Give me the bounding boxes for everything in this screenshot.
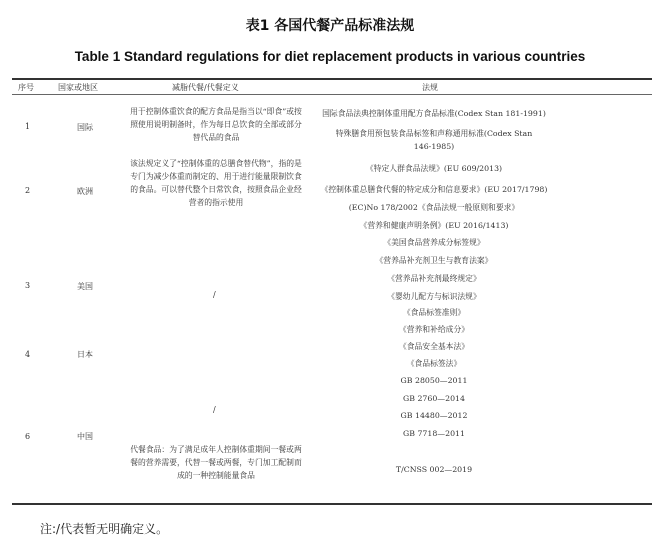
header-regulations: 法规 [422,83,438,92]
row-region: 国际 [77,123,93,132]
regulation-item: 《食品标签法》 [406,359,462,368]
regulation-item: 《营养和补给成分》 [398,325,470,334]
row-no: 6 [25,432,31,441]
regulation-item: 《特定人群食品法规》(EU 609/2013) [365,164,503,173]
regulation-item: 国际食品法典控制体重用配方食品标准(Codex Stan 181-1991) [322,109,546,118]
regulation-item: 《食品安全基本法》 [398,342,470,351]
row-no: 3 [25,281,31,290]
table-title-english: Table 1 Standard regulations for diet replacement products in various countries [74,49,586,64]
regulation-item: GB 14480—2012 [400,411,468,420]
regulation-item: 《营养和健康声明条例》(EU 2016/1413) [359,221,509,230]
row-definition: 代餐食品：为了满足成年人控制体重期间一餐或两餐的营养需要，代替一餐或两餐，专门加工配制而成的一种控制能量食品 [130,445,302,480]
header-no: 序号 [18,83,34,92]
regulation-item: T/CNSS 002—2019 [395,465,473,474]
regulation-item: 特殊膳食用预包装食品标签和声称通用标准(Codex Stan 146-1985) [335,129,533,151]
regulation-item: 《营养品补充剂卫生与教育法案》 [375,256,493,265]
table-bottom-rule [12,503,652,505]
regulation-item: 《食品标签准则》 [402,308,466,317]
row-no: 2 [25,186,31,195]
header-definition: 减脂代餐/代餐定义 [172,83,239,92]
regulation-item: 《美国食品营养成分标签规》 [383,238,485,247]
row-region: 中国 [77,432,93,441]
table-title-chinese: 表1 各国代餐产品标准法规 [245,18,415,34]
regulation-item: 《营养品补充剂最终规定》 [387,274,481,283]
regulation-item: 《婴幼儿配方与标识法规》 [387,292,481,301]
row-definition: / [213,405,216,414]
row-no: 1 [25,122,31,131]
row-definition: / [213,290,216,299]
row-definition: 用于控制体重饮食的配方食品是指当以“即食”或按照使用说明制备时，作为每日总饮食的全部或部分替代品的食品 [130,107,302,142]
table-top-rule [12,78,652,80]
row-no: 4 [25,350,31,359]
row-region: 日本 [77,350,93,359]
header-region: 国家或地区 [58,83,98,92]
table-footnote: 注:/代表暂无明确定义。 [40,522,169,536]
regulation-item: GB 28050—2011 [400,376,468,385]
row-region: 美国 [77,282,93,291]
regulation-item: 《控制体重总膳食代餐的特定成分和信息要求》(EU 2017/1798) [320,185,548,194]
row-definition: 该法规定义了“控制体重的总膳食替代物”，指的是专门为减少体重而制定的、用于进行能量限制饮食的食品。可以替代整个日常饮食，按照食品企业经营者的指示使用 [130,159,302,207]
row-region: 欧洲 [77,187,93,196]
regulation-item: (EC)No 178/2002《食品法规一般原则和要求》 [348,203,520,212]
regulation-item: GB 7718—2011 [403,429,465,438]
regulation-item: GB 2760—2014 [403,394,465,403]
table-header-rule [12,94,652,95]
